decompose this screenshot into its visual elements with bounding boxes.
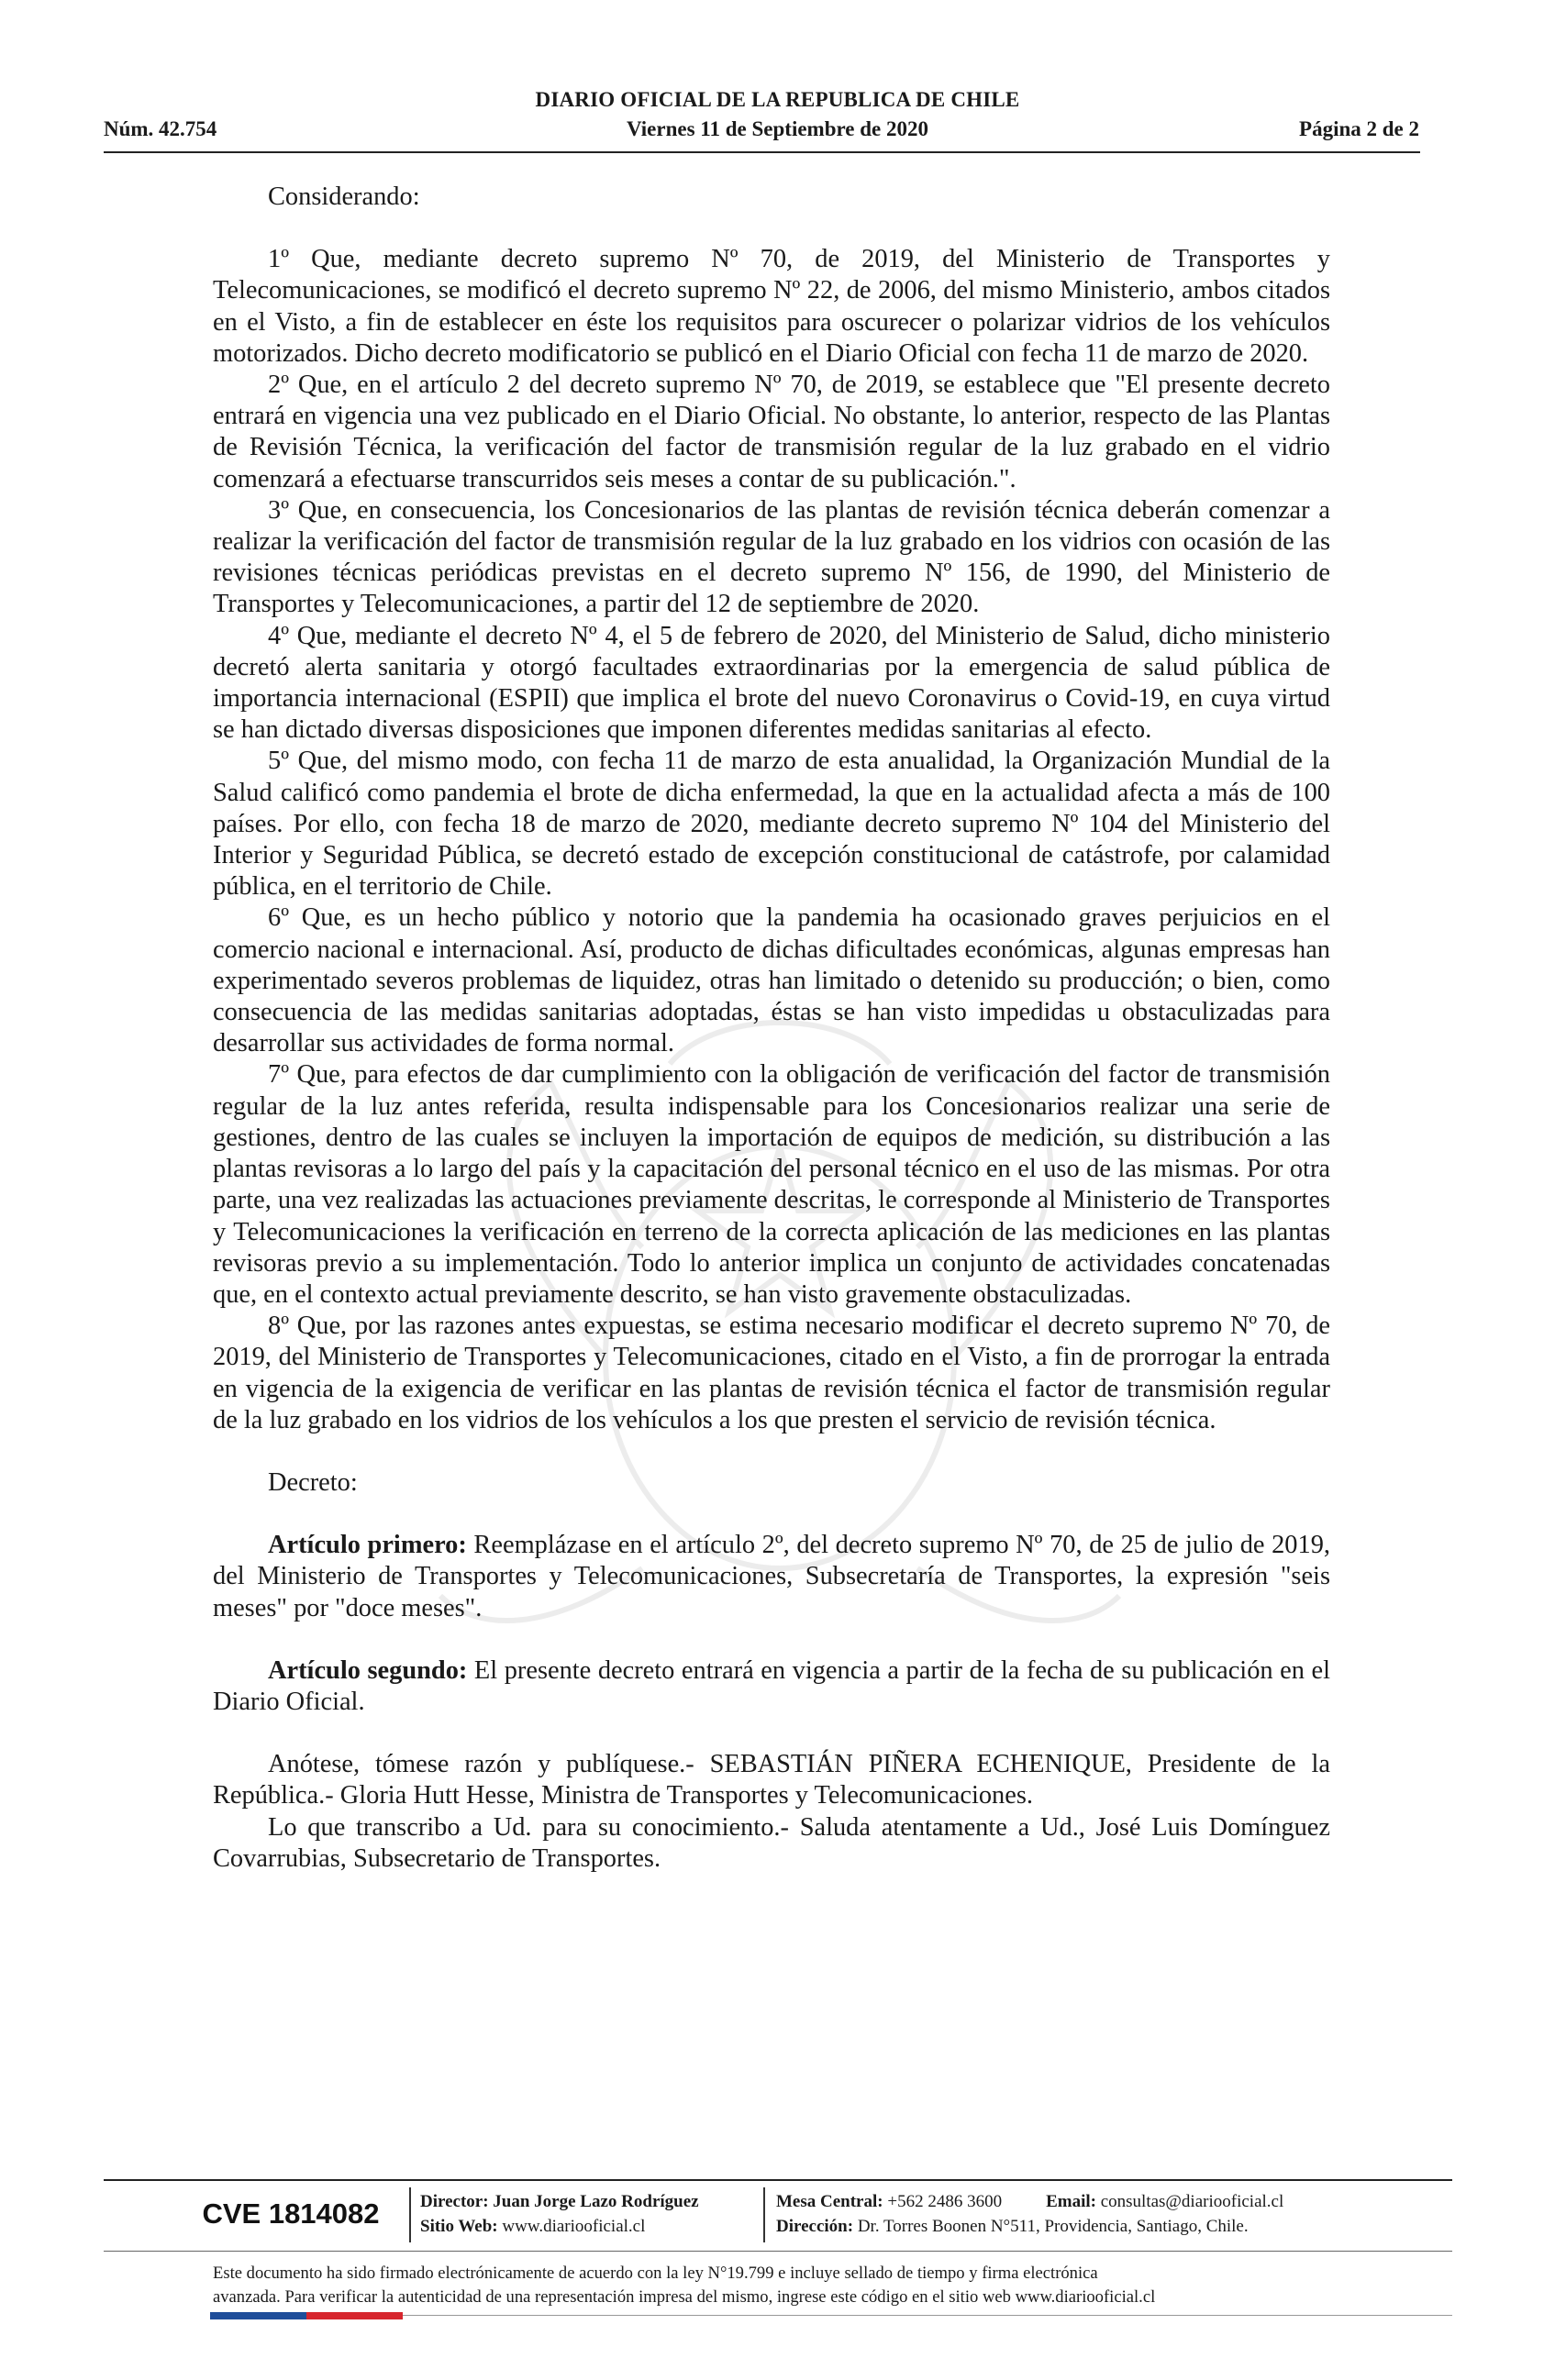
director-label: Director: [420,2192,489,2211]
website-link[interactable]: www.diariooficial.cl [497,2217,646,2236]
legal-notice-line-1: Este documento ha sido firmado electrónicamente de acuerdo con la ley N°19.799 e incluye sellado de tiempo y firma electrónica [213,2264,1098,2283]
header-divider [104,151,1420,153]
spacer [213,213,1330,244]
paragraph-2: 2º Que, en el artículo 2 del decreto supremo Nº 70, de 2019, se establece que "El presente decreto entrará en vigencia una vez publicado en el Diario Oficial. No obstante, lo anterior, respecto de las Plantas de Revisión Técnica, la verificación del factor de transmisión regular de la luz grabado en el vidrio comenzará a efectuarse transcurridos seis meses a contar de su publicación.". [213,371,1330,493]
footer-contact-left [420,2189,699,2239]
paragraph-1: 1º Que, mediante decreto supremo Nº 70, de 2019, del Ministerio de Transportes y Telecomunicaciones, se modificó el decreto supremo Nº 22, de 2006, del mismo Ministerio, ambos citados en el Visto, a fin de establecer en éste los requisitos para oscurecer o polarizar vidrios de los vehículos motorizados. Dicho decreto modificatorio se publicó en el Diario Oficial con fecha 11 de marzo de 2020. [213,245,1330,368]
article-2-label: Artículo segundo: [268,1655,468,1685]
decreto-heading: Decreto: [268,1467,358,1497]
email-address[interactable]: consultas@diariooficial.cl [1095,2192,1284,2211]
spacer [213,1436,1330,1467]
flag-red-segment [306,2312,403,2319]
cve-code: CVE 1814082 [202,2197,380,2230]
issue-number: Núm. 42.754 [104,117,217,140]
spacer [213,1718,1330,1749]
page-indicator: Página 2 de 2 [1299,117,1419,140]
article-1 [213,1530,1330,1624]
considerando-heading: Considerando: [268,183,420,211]
legal-notice [213,2262,1330,2309]
address-label: Dirección: [776,2217,854,2236]
paragraph-3: 3º Que, en consecuencia, los Concesionarios de las plantas de revisión técnica deberán comenzar a realizar la verificación del factor de transmisión regular de la luz grabado en los vidrios con ocasión de las revisiones técnicas periódicas previstas en el decreto supremo Nº 156, de 1990, del Ministerio de Transportes y Telecomunicaciones, a partir del 12 de septiembre de 2020. [213,495,1330,619]
flag-blue-segment [210,2312,306,2319]
document-body [213,182,1330,1875]
address-value: Dr. Torres Boonen N°511, Providencia, Santiago, Chile. [853,2217,1249,2236]
footer-bottom-rule [403,2315,1452,2316]
website-label: Sitio Web: [420,2217,498,2236]
closing-paragraph-2: Lo que transcribo a Ud. para su conocimiento.- Saluda atentamente a Ud., José Luis Domínguez Covarrubias, Subsecretario de Transportes. [213,1812,1330,1873]
closing-paragraph-1: Anótese, tómese razón y publíquese.- SEBASTIÁN PIÑERA ECHENIQUE, Presidente de la República.- Gloria Hutt Hesse, Ministra de Transportes y Telecomunicaciones. [213,1750,1330,1810]
paragraph-4: 4º Que, mediante el decreto Nº 4, el 5 de febrero de 2020, del Ministerio de Salud, dicho ministerio decretó alerta sanitaria y otorgó facultades extraordinarias por la emergencia de salud pública de importancia internacional (ESPII) que implica el brote del nuevo Coronavirus o Covid-19, en cuya virtud se han dictado diversas disposiciones que imponen diferentes medidas sanitarias al efecto. [213,621,1330,745]
paragraph-8: 8º Que, por las razones antes expuestas, se estima necesario modificar el decreto supremo Nº 70, de 2019, del Ministerio de Transportes y Telecomunicaciones, citado en el Visto, a fin de prorrogar la entrada en vigencia de la exigencia de verificar en las plantas de revisión técnica el factor de transmisión regular de la luz grabado en los vidrios de los vehículos a los que presten el servicio de revisión técnica. [213,1312,1330,1434]
mesa-central-phone: +562 2486 3600 [883,2192,1003,2211]
spacer [213,1624,1330,1655]
issue-date: Viernes 11 de Septiembre de 2020 [627,117,928,140]
footer-separator [409,2187,411,2242]
paragraph-5: 5º Que, del mismo modo, con fecha 11 de marzo de esta anualidad, la Organización Mundial de la Salud calificó como pandemia el brote de dicha enfermedad, la que en la actualidad afecta a más de 100 países. Por ello, con fecha 18 de marzo de 2020, mediante decreto supremo Nº 104 del Ministerio del Interior y Seguridad Pública, se decretó estado de excepción constitucional de catástrofe, por calamidad pública, en el territorio de Chile. [213,747,1330,902]
cve-box [176,2188,405,2240]
footer-contact-right [776,2189,1283,2239]
footer-divider [104,2179,1452,2181]
legal-notice-line-2: avanzada. Para verificar la autenticidad de una representación impresa del mismo, ingrese este código en el sitio web www.diariooficial.cl [213,2287,1156,2307]
flag-color-bar [210,2312,403,2319]
article-1-label: Artículo primero: [268,1531,467,1560]
email-label: Email: [1046,2192,1096,2211]
paragraph-7: 7º Que, para efectos de dar cumplimiento con la obligación de verificación del factor de transmisión regular de la luz antes referida, resulta indispensable para los Concesionarios realizar una serie de gestiones, dentro de las cuales se incluyen la importación de equipos de medición, su distribución a las plantas revisoras a lo largo del país y la capacitación del personal técnico en el uso de las mismas. Por otra parte, una vez realizadas las actuaciones previamente descritas, le corresponde al Ministerio de Transportes y Telecomunicaciones la verificación en terreno de la correcta aplicación de las mediciones en las plantas revisoras previo a su implementación. Todo lo anterior implica un conjunto de actividades concatenadas que, en el contexto actual previamente descrito, se han visto gravemente obstaculizadas. [213,1060,1330,1309]
article-1-text: Reemplázase en el artículo 2º, del decreto supremo Nº 70, de 25 de julio de 2019, del Ministerio de Transportes y Telecomunicaciones, Subsecretaría de Transportes, la expresión "seis meses" por "doce meses". [213,1531,1330,1622]
article-2 [213,1655,1330,1718]
footer-separator [763,2187,765,2242]
footer-divider-thin [104,2251,1452,2252]
director-name: Juan Jorge Lazo Rodríguez [488,2192,699,2211]
spacer [213,1499,1330,1530]
mesa-central-label: Mesa Central: [776,2192,883,2211]
paragraph-6: 6º Que, es un hecho público y notorio que la pandemia ha ocasionado graves perjuicios en el comercio nacional e internacional. Así, producto de dichas dificultades económicas, algunas empresas han experimentado severos problemas de liquidez, otras han limitado o detenido su producción; o bien, como consecuencia de las medidas sanitarias adoptadas, éstas se han visto impedidas u obstaculizadas para desarrollar sus actividades de forma normal. [213,903,1330,1058]
article-2-text: El presente decreto entrará en vigencia a partir de la fecha de su publicación en el Diario Oficial. [213,1655,1330,1716]
newspaper-title: DIARIO OFICIAL DE LA REPUBLICA DE CHILE [535,88,1020,111]
